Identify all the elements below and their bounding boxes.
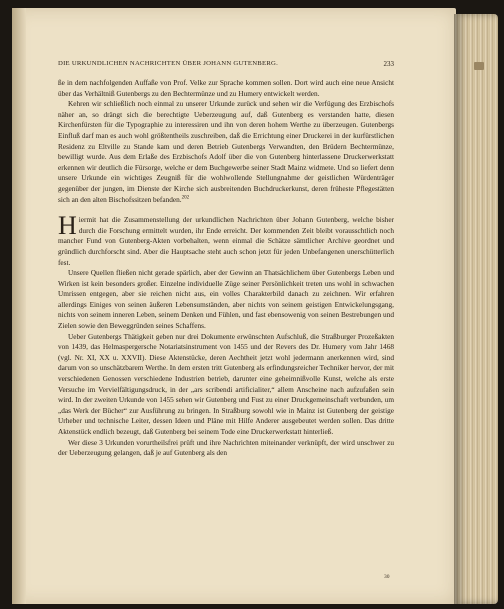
footnote-marker: 202 bbox=[181, 195, 190, 201]
paragraph-2 bbox=[58, 99, 394, 205]
running-head: DIE URKUNDLICHEN NACHRICHTEN ÜBER JOHANN GUTENBERG. bbox=[58, 60, 279, 67]
section-break bbox=[58, 205, 394, 215]
paragraph-6: Wer diese 3 Urkunden vorurtheilsfrei prüft und ihre Nachrichten miteinander verknüpft, der wird unschwer zu der Ueberzeugung gelangen, daß je auf Gutenberg als den bbox=[58, 437, 394, 458]
paragraph-3 bbox=[58, 211, 394, 268]
signature-mark: 30 bbox=[384, 574, 390, 580]
paragraph-5: Ueber Gutenbergs Thätigkeit geben nur drei Dokumente erwünschten Aufschluß, die Straßburger Prozeßakten von 1439, das Helmaspergersche Notariatsinstrument von 1455 und der Revers des Dr. Humery vom Jahr 1468 (vgl. Nr. XI, XX u. XXVII). Diese Aktenstücke, deren Aechtheit jetzt wohl jedermann anerkennen wird, sind darum von so unschätzbarem Werthe. In dem ersten tritt Gutenberg als erfindungsreicher Techniker hervor, der mit verschiedenen Genossen verschiedene Industrien betrieb, darunter eine geheimnißvolle Kunst, welche als erste Versuche im Vervielfältigungsdruck, in der „ars scribendi artificialiter,“ allem Anscheine nach aufzufaßen sein wird. In der zweiten Urkunde von 1455 sehen wir Gutenberg und Fust zu einer Druckgemeinschaft verbunden, um „das Werk der Bücher“ zur Ausführung zu bringen. In Straßburg sowohl wie in Mainz ist Gutenberg der geistige Urheber und technische Leiter, dessen Ideen und Pläne mit Hilfe Anderer ausgebeutet werden sollen. Das dritte Aktenstück endlich bezeugt, daß Gutenberg bei seinem Tode eine Druckerwerkstatt hinterließ. bbox=[58, 331, 394, 436]
paragraph-3-text: iermit hat die Zusammenstellung der urkundlichen Nachrichten über Johann Gutenberg, welche bisher durch die Forschung ermittelt wurden, ihr Ende erreicht. Der kommenden Zeit bleibt vorausschtlich noch mancher Fund von Gutenberg-Akten vorbehalten, wenn einmal die Schätze sämtlicher Archive geordnet und gründlich durchforscht sind. Aber die Hauptsache steht auch schon jetzt für jeden Unbefangenen unerschütterlich fest. bbox=[58, 215, 394, 267]
drop-cap-initial: H bbox=[58, 211, 77, 241]
body-text bbox=[58, 78, 394, 459]
bookmark-tab bbox=[474, 62, 484, 70]
paragraph-4: Unsere Quellen fließen nicht gerade spärlich, aber der Gewinn an Thatsächlichem über Gutenbergs Leben und Wirken ist kein besonders großer. Einzelne individuelle Züge seiner Persönlichkeit treten uns wohl in schwachen Umrissen entgegen, aber sie reichen nicht aus, ein volles Charakterbild danach zu zeichnen. Wir erfahren allerdings Einiges von seinen äußeren Lebensumständen, aber nichts von seinem geistigen Entwickelungsgang, nichts von seinem inneren Leben, seinem Denken und Fühlen, und fast ebensowenig von seinen Bestrebungen und Zielen sowie den Beweggründen seines Schaffens. bbox=[58, 268, 394, 331]
paragraph-2-text: Kehren wir schließlich noch einmal zu unserer Urkunde zurück und sehen wir die Verfügung des Erzbischofs näher an, so drängt sich die berechtigte Ueberzeugung auf, daß Gutenberg es verstanden hatte, diesen Kirchenfürsten für die Typographie zu interessiren und ihn von deren hohem Werthe zu überzeugen. Gutenbergs Einfluß darf man es auch wohl größtentheils zuschreiben, daß die Errichtung einer Druckerei in der kurfürstlichen Residenz zu Eltville zu Stande kam und deren Betrieb Gutenbergs Verwandten, den Brüdern Bechtermünze, bewilligt wurde. Aus dem Erlaße des Erzbischofs Adolf über die von Gutenberg hinterlassene Druckerwerkstatt erkennen wir deutlich die Fürsorge, welche er dem Buchgewerbe seiner Stadt Mainz widmete. Und so liefert denn unsere Urkunde ein wichtiges Zeugniß für die wohlwollende Stellungnahme der geistlichen Würdenträger gegenüber der jungen, im Dienste der Kirche sich ausbreitenden Buchdruckerkunst, deren früheste Pflegestätten sich an den alten Bischofssitzen befanden. bbox=[58, 99, 394, 204]
page-edges bbox=[454, 14, 498, 604]
page-gutter bbox=[12, 8, 26, 604]
page-number: 233 bbox=[383, 60, 394, 68]
paragraph-1: ße in dem nachfolgenden Auffaße von Prof. Velke zur Sprache kommen sollen. Dort wird auch eine neue Ansicht über das Verhältniß Gutenbergs zu den Bechtermünze und zu Humery entwickelt werden. bbox=[58, 78, 394, 98]
page-header bbox=[58, 60, 394, 72]
